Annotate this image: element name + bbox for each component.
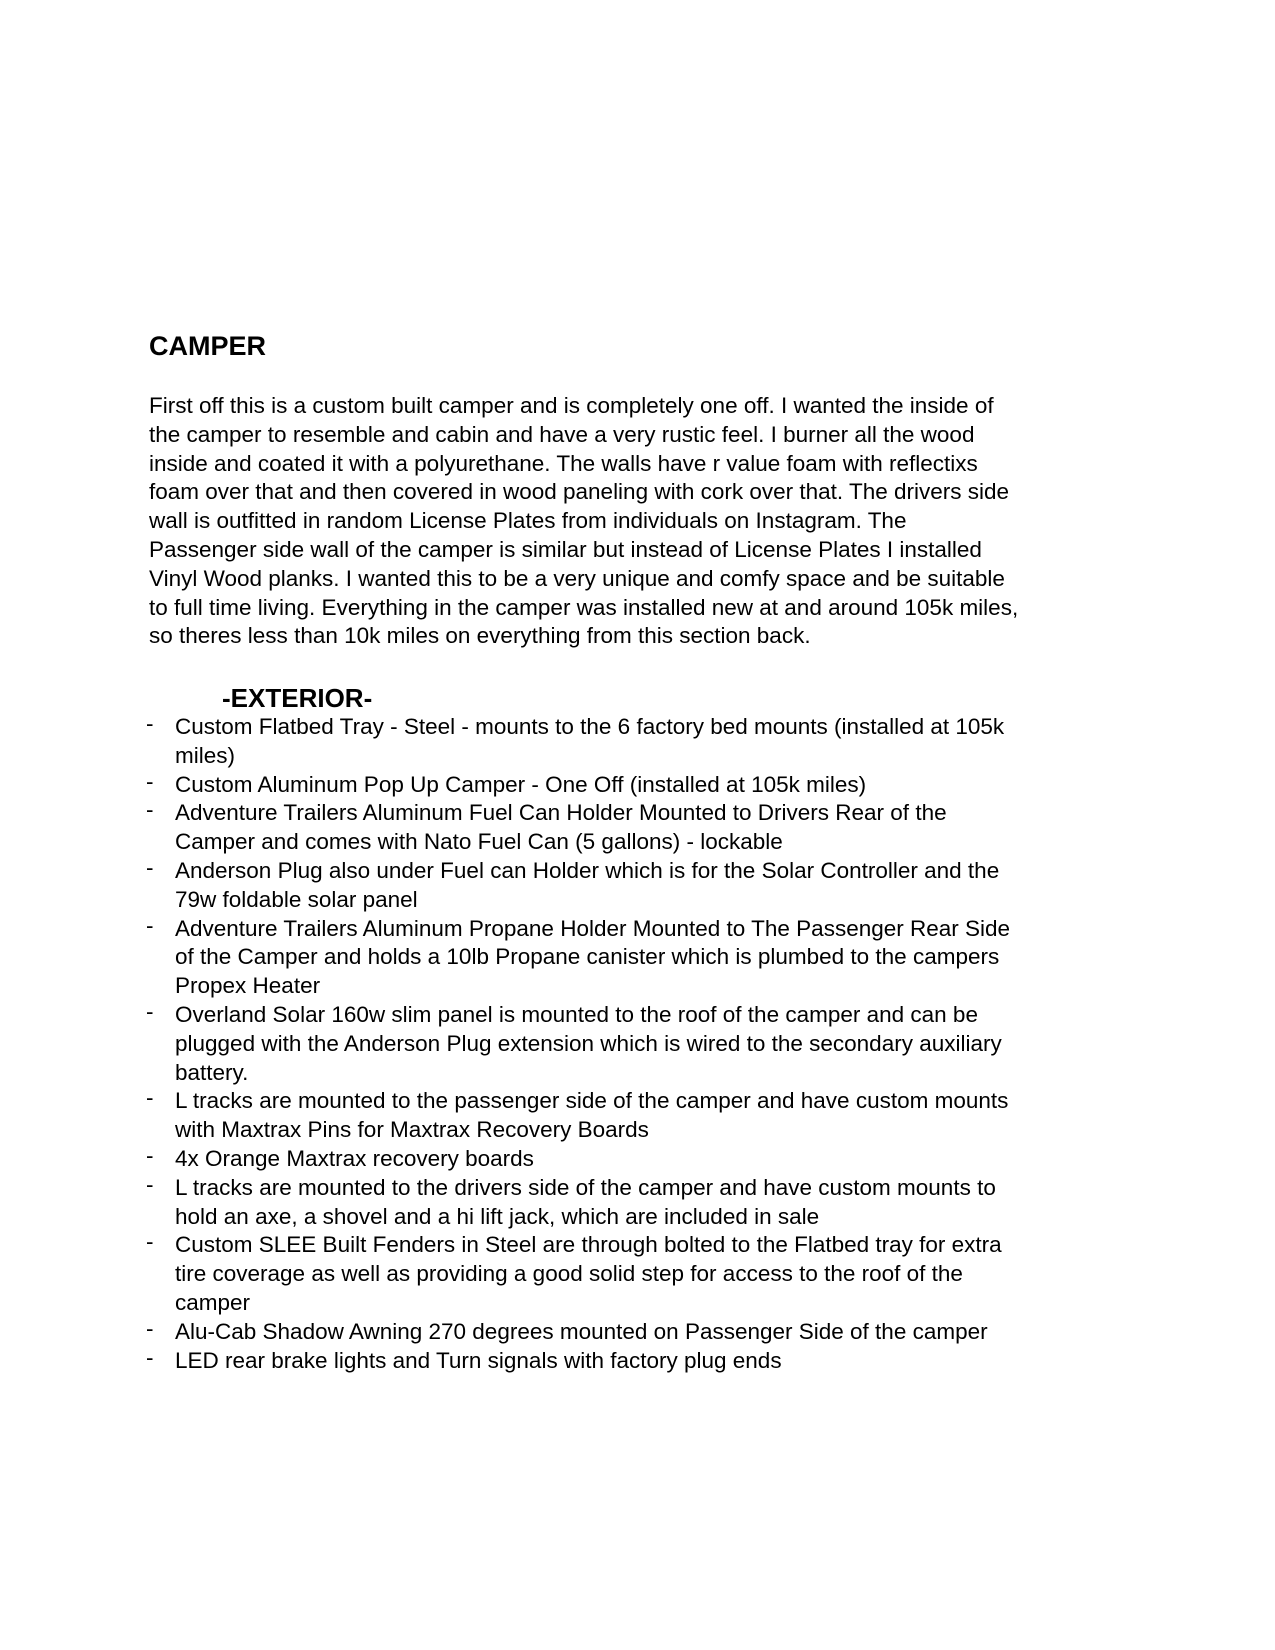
bullet-marker: - — [146, 1142, 154, 1168]
list-item-text: Custom Flatbed Tray - Steel - mounts to the 6 factory bed mounts (installed at 105k — [175, 714, 1005, 739]
intro-line: inside and coated it with a polyurethane. The walls have r value foam with reflectixs — [149, 450, 978, 476]
list-item-text: plugged with the Anderson Plug extension which is wired to the secondary auxiliary — [175, 1030, 1002, 1056]
intro-line: wall is outfitted in random License Plates from individuals on Instagram. The — [149, 508, 907, 534]
list-item-text: with Maxtrax Pins for Maxtrax Recovery Boards — [175, 1117, 649, 1143]
bullet-marker: - — [146, 711, 154, 736]
bullet-marker: - — [146, 1315, 154, 1341]
intro-line: the camper to resemble and cabin and have a very rustic feel. I burner all the wood — [149, 421, 975, 447]
bullet-marker: - — [146, 797, 154, 823]
list-item — [146, 854, 1106, 915]
list-item — [146, 1344, 1106, 1376]
intro-line: so theres less than 10k miles on everything from this section back. — [149, 623, 811, 649]
list-item-text: battery. — [175, 1059, 249, 1085]
list-item — [146, 1315, 1106, 1347]
list-item-text: Adventure Trailers Aluminum Propane Holder Mounted to The Passenger Rear Side — [175, 915, 1011, 941]
list-item-text: Custom SLEE Built Fenders in Steel are through bolted to the Flatbed tray for extra — [175, 1232, 1002, 1258]
list-item-text: Anderson Plug also under Fuel can Holder which is for the Solar Controller and the — [175, 857, 1000, 883]
intro-line: to full time living. Everything in the camper was installed new at and around 105k miles, — [149, 594, 1019, 620]
list-item-text: Alu-Cab Shadow Awning 270 degrees mounted on Passenger Side of the camper — [175, 1318, 988, 1344]
bullet-marker: - — [146, 854, 154, 880]
list-item-text: of the Camper and holds a 10lb Propane canister which is plumbed to the campers — [175, 944, 1000, 970]
list-item-text: Camper and comes with Nato Fuel Can (5 gallons) - lockable — [175, 829, 783, 855]
list-item — [146, 1171, 1106, 1232]
bullet-marker: - — [146, 998, 154, 1024]
list-item — [146, 768, 1106, 800]
intro-line: foam over that and then covered in wood paneling with cork over that. The drivers side — [149, 479, 1010, 505]
list-item-text: Adventure Trailers Aluminum Fuel Can Holder Mounted to Drivers Rear of the — [175, 800, 947, 826]
list-item-text: Overland Solar 160w slim panel is mounted to the roof of the camper and can be — [175, 1001, 978, 1027]
list-item-text: L tracks are mounted to the passenger side of the camper and have custom mounts — [175, 1088, 1009, 1114]
list-item — [146, 713, 1106, 771]
list-item-text: 79w foldable solar panel — [175, 886, 418, 912]
list-item — [146, 998, 1106, 1087]
list-item-text: 4x Orange Maxtrax recovery boards — [175, 1145, 534, 1171]
bullet-marker: - — [146, 768, 154, 794]
bullet-marker: - — [146, 1085, 154, 1111]
document-title: CAMPER — [149, 331, 267, 361]
list-item-text: hold an axe, a shovel and a hi lift jack, which are included in sale — [175, 1203, 820, 1229]
intro-line: First off this is a custom built camper and is completely one off. I wanted the inside of — [149, 393, 994, 418]
list-item-text: Propex Heater — [175, 973, 321, 999]
list-item — [146, 1142, 1106, 1174]
list-item-text: miles) — [175, 742, 235, 768]
bullet-marker: - — [146, 912, 154, 938]
list-item — [146, 912, 1106, 1001]
list-item-text: Custom Aluminum Pop Up Camper - One Off (installed at 105k miles) — [175, 771, 867, 797]
intro-paragraph — [149, 392, 1109, 651]
list-item — [146, 1087, 1106, 1145]
list-item-text: L tracks are mounted to the drivers side of the camper and have custom mounts to — [175, 1174, 996, 1200]
bullet-marker: - — [146, 1171, 154, 1197]
exterior-list — [146, 713, 1106, 1375]
bullet-marker: - — [146, 1229, 154, 1255]
list-item — [146, 799, 1106, 857]
bullet-marker: - — [146, 1344, 154, 1370]
list-item-text: camper — [175, 1289, 251, 1315]
exterior-heading: -EXTERIOR- — [222, 683, 373, 713]
list-item-text: tire coverage as well as providing a good solid step for access to the roof of the — [175, 1261, 963, 1287]
intro-line: Vinyl Wood planks. I wanted this to be a very unique and comfy space and be suitable — [149, 565, 1005, 591]
list-item — [146, 1231, 1106, 1317]
intro-line: Passenger side wall of the camper is similar but instead of License Plates I installed — [149, 536, 982, 562]
list-item-text: LED rear brake lights and Turn signals with factory plug ends — [175, 1347, 782, 1373]
